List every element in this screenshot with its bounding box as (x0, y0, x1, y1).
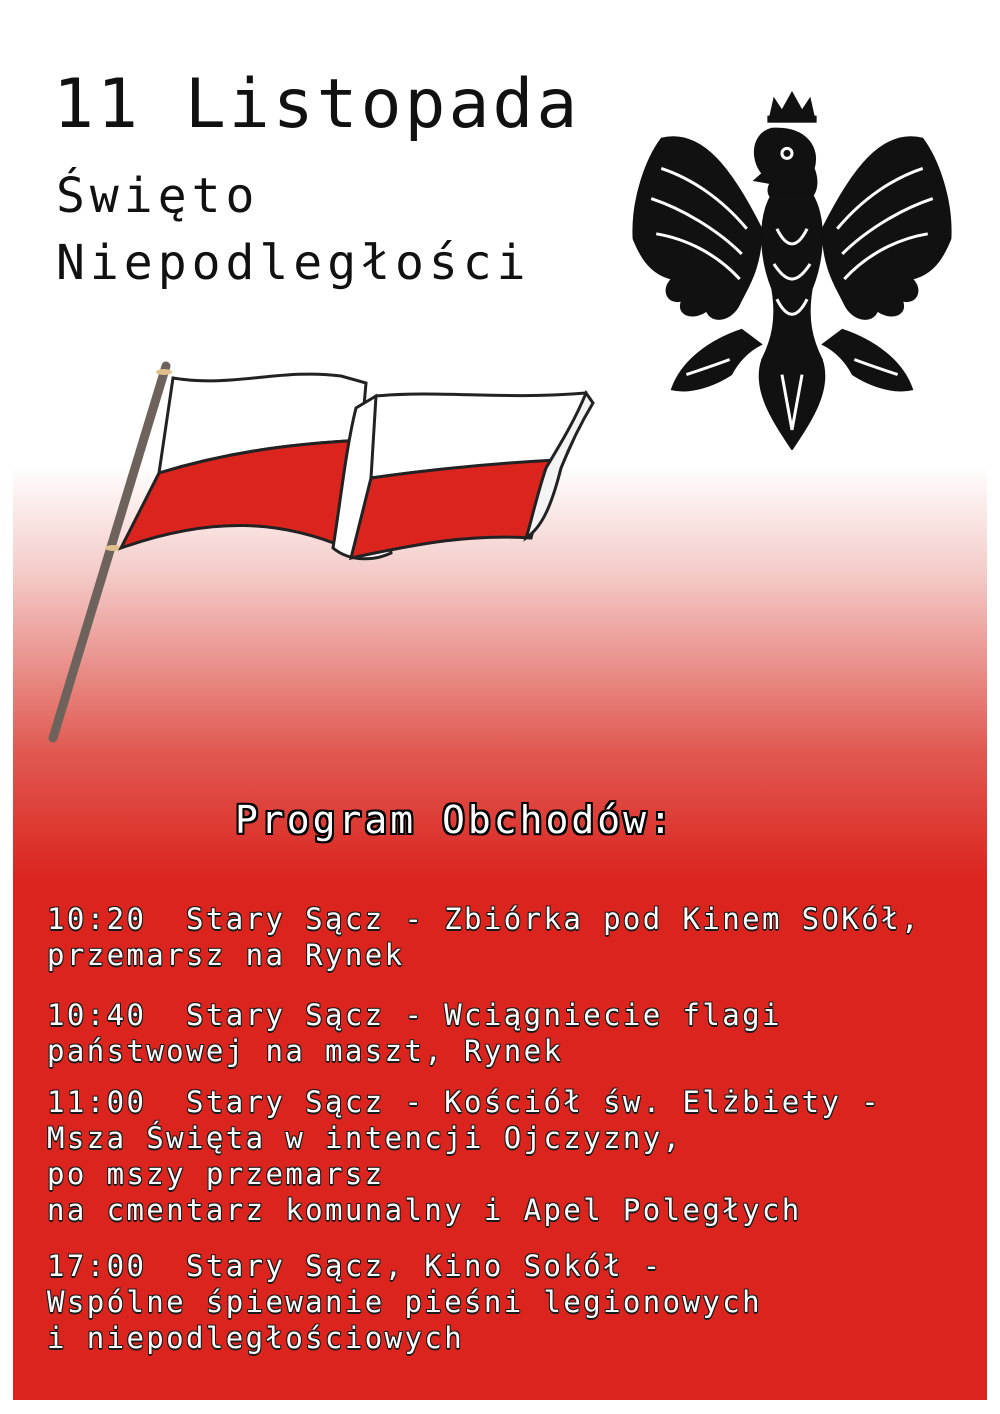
event-1020 (47, 901, 921, 973)
event-line: 10:40 Stary Sącz - Wciągniecie flagi (47, 998, 782, 1032)
polish-flag-icon (41, 348, 601, 748)
title-line-1: Święto (56, 168, 260, 224)
poster-background (13, 10, 987, 1400)
event-line: na cmentarz komunalny i Apel Poległych (47, 1193, 802, 1227)
title-line-2: Niepodległości (56, 235, 531, 291)
event-1040 (47, 997, 782, 1069)
event-line: i niepodległościowych (47, 1321, 465, 1355)
event-1700 (47, 1248, 762, 1356)
event-line: po mszy przemarsz (47, 1157, 385, 1191)
event-line: 11:00 Stary Sącz - Kościół św. Elżbiety - (47, 1085, 882, 1119)
event-line: 10:20 Stary Sącz - Zbiórka pod Kinem SOKół, (47, 902, 921, 936)
date-title: 11 Listopada (53, 65, 581, 144)
event-line: Msza Święta w intencji Ojczyzny, (47, 1121, 683, 1155)
event-1100 (47, 1084, 881, 1228)
event-line: państwowej na maszt, Rynek (47, 1034, 564, 1068)
event-line: przemarsz na Rynek (47, 938, 405, 972)
event-line: 17:00 Stary Sącz, Kino Sokół - (47, 1249, 663, 1283)
event-line: Wspólne śpiewanie pieśni legionowych (47, 1285, 762, 1319)
program-heading: Program Obchodów: (235, 798, 675, 842)
polish-eagle-icon (621, 88, 963, 450)
